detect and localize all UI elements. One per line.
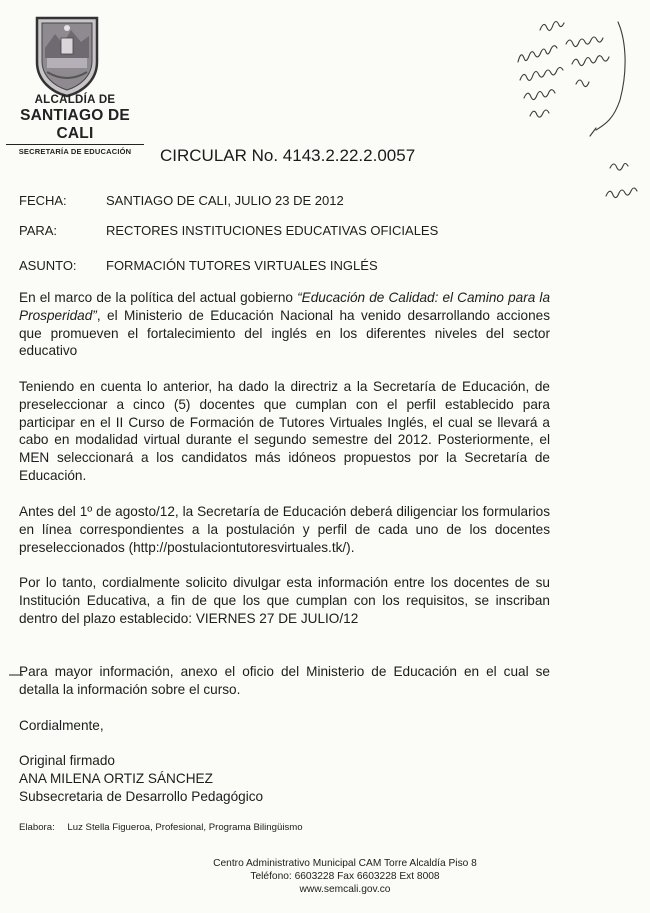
- body-paragraph-3: Antes del 1º de agosto/12, la Secretaría de Educación deberá diligenciar los formularios en línea correspondientes a la postulación y perfil de cada uno de los docentes preseleccionados (http://postulaciontutoresvirtuales.tk/).: [19, 504, 550, 555]
- body-paragraph-5: Para mayor información, anexo el oficio del Ministerio de Educación en el cual se detalla la información sobre el curso.: [19, 664, 550, 697]
- meta-value: SANTIAGO DE CALI, JULIO 23 DE 2012: [106, 193, 344, 208]
- org-divider: [6, 144, 144, 145]
- signature-title: Subsecretaria de Desarrollo Pedagógico: [19, 788, 264, 804]
- prepared-by-value: Luz Stella Figueroa, Profesional, Programa Bilingüismo: [67, 822, 303, 833]
- org-line-alcaldia: ALCALDÍA DE: [34, 94, 116, 106]
- prepared-by-label: Elabora:: [19, 822, 55, 833]
- signature-name: ANA MILENA ORTIZ SÁNCHEZ: [19, 770, 213, 786]
- meta-label: PARA:: [19, 223, 58, 238]
- footer: [0, 857, 650, 896]
- meta-value: RECTORES INSTITUCIONES EDUCATIVAS OFICIALES: [106, 223, 439, 238]
- footer-phone: Teléfono: 6603228 Fax 6603228 Ext 8008: [250, 871, 440, 882]
- org-line-city: SANTIAGO DE CALI: [20, 107, 130, 142]
- paragraph-text: , el Ministerio de Educación Nacional ha venido desarrollando acciones que promueven el fortalecimiento del inglés en los diferentes niveles del sector educativo: [19, 307, 550, 359]
- paragraph-italic-text: “Educación de Calidad: el Camino para la Prosperidad”: [19, 290, 551, 323]
- meta-value: FORMACIÓN TUTORES VIRTUALES INGLÉS: [106, 258, 378, 273]
- paragraph-text: En el marco de la política del actual gobierno: [19, 290, 298, 305]
- meta-label: ASUNTO:: [19, 258, 77, 273]
- signature-note: Original firmado: [19, 753, 115, 768]
- body-paragraph-1: [19, 289, 550, 360]
- organization-name: [0, 94, 150, 156]
- body-paragraph-4: Por lo tanto, cordialmente solicito divulgar esta información entre los docentes de su Institución Educativa, a fin de que los que cumplan con los requisitos, se inscriban dentro del plazo establecido: VIERNES 27 DE JULIO/12: [19, 575, 550, 626]
- org-line-secretaria: SECRETARÍA DE EDUCACIÓN: [18, 147, 132, 156]
- signature-block: [19, 752, 263, 805]
- meta-label: FECHA:: [19, 193, 67, 208]
- coat-of-arms-icon: [33, 14, 101, 98]
- margin-mark: [8, 672, 24, 678]
- footer-address: Centro Administrativo Municipal CAM Torre Alcaldía Piso 8: [213, 858, 477, 869]
- body-paragraph-2: Teniendo en cuenta lo anterior, ha dado la directriz a la Secretaría de Educación, de preseleccionar a cinco (5) docentes que cumplan con el perfil establecido para participar en el II Curso de Formación de Tutores Virtuales Inglés, el cual se llevará a cabo en modalidad virtual durante el segundo semestre del 2012. Posteriormente, el MEN seleccionará a los candidatos más idóneos propuestos por la Secretaría de Educación.: [19, 379, 550, 483]
- footer-website: www.semcali.gov.co: [299, 884, 391, 895]
- prepared-by: [19, 822, 303, 833]
- circular-title: CIRCULAR No. 4143.2.22.2.0057: [160, 146, 416, 165]
- closing: Cordialmente,: [19, 718, 104, 733]
- handwritten-annotation: [500, 0, 650, 230]
